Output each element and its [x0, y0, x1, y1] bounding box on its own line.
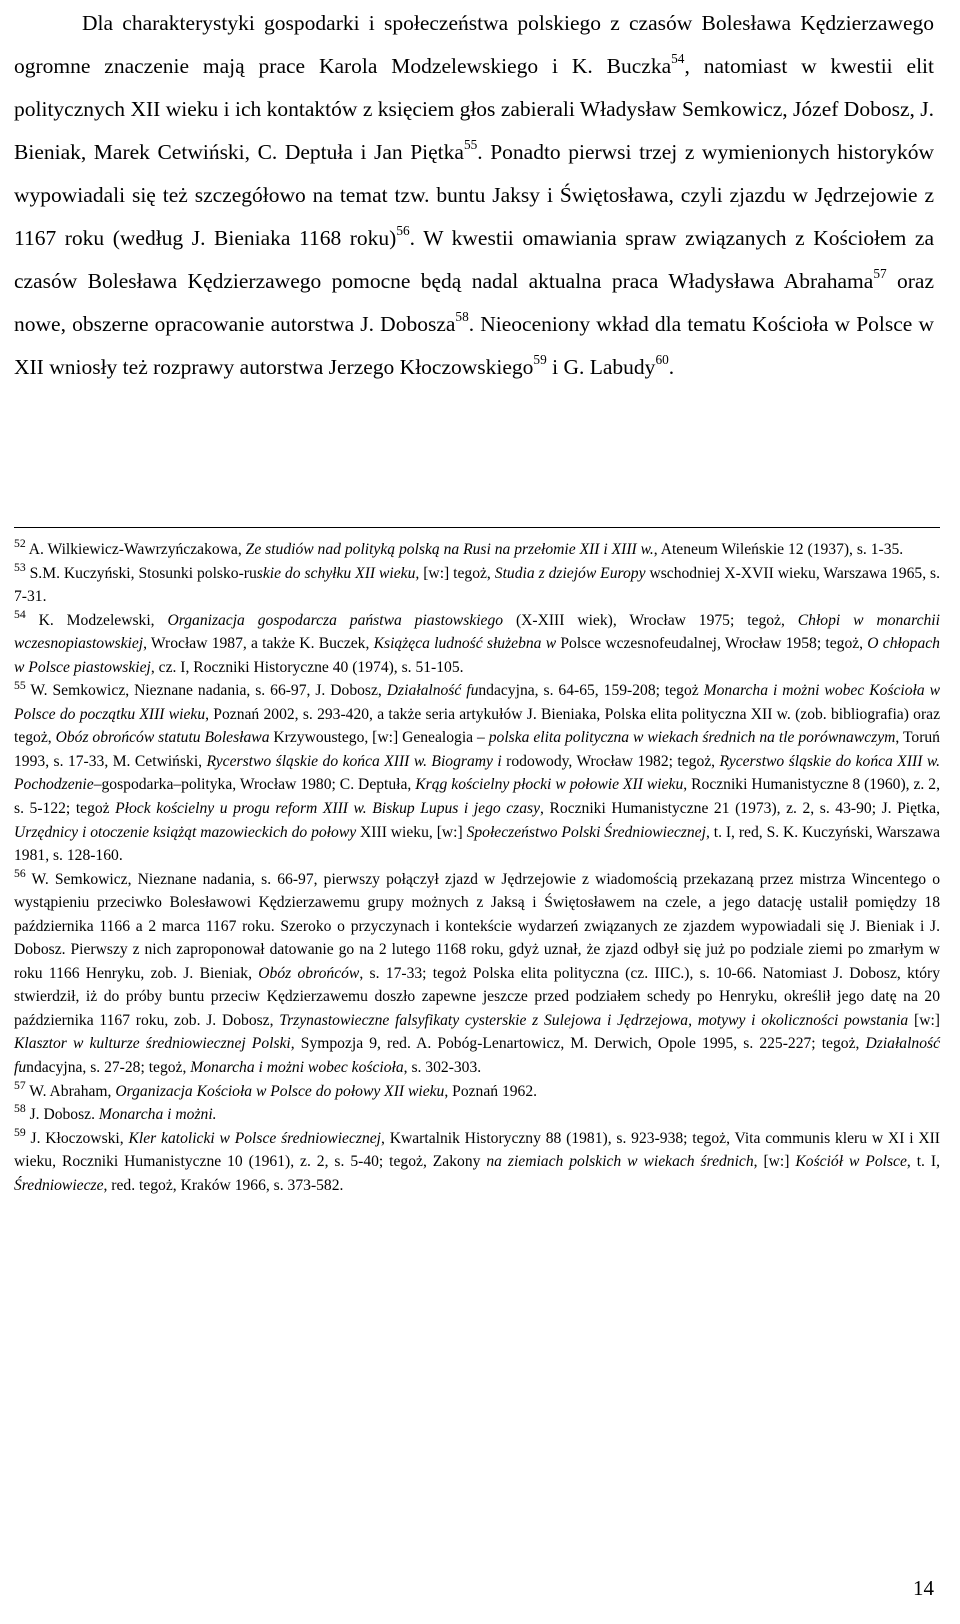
title-italic: Monarcha i możni. [98, 1106, 217, 1124]
title-italic: Społeczeństwo Polski Średniowiecznej [466, 823, 706, 841]
footnote-52 [14, 538, 940, 562]
footnote-53 [14, 562, 940, 609]
title-italic: Obóz obrońców [258, 964, 360, 982]
footnote-number: 55 [14, 678, 26, 692]
page-number: 14 [913, 1576, 934, 1600]
text-run: S.M. Kuczyński, Stosunki polsko-ru [25, 564, 257, 582]
footnote-number: 53 [14, 560, 26, 574]
footnote-number: 52 [14, 537, 26, 551]
footnote-number: 56 [14, 866, 26, 880]
text-run: wschodniej X-XVII wieku, Warszawa 1965, s. 7-31. [14, 564, 941, 606]
footnote-59 [14, 1127, 940, 1198]
text-run: , Roczniki Humanistyczne 21 (1973), z. 2, s. 43-90; J. Piętka, [540, 800, 940, 818]
title-italic: Krąg kościelny płocki w połowie XII wieku [415, 776, 684, 794]
text-run: , s. 17-33; tegoż Polska elita polityczna (cz. IIIC.), s. 10-66. Natomiast J. Dobosz, który stwierdził, iż do próby buntu przeciw Kędzierzawemu doszło zapewne jeszcze przed podziałem schedy po Henryku, określił jego datę na 20 października 1167 roku, zob. J. Dobosz, [14, 964, 940, 1029]
text-run: W. Semkowicz, Nieznane nadania, s. 66-97, J. Dobosz, [25, 682, 387, 700]
text-run: , Ateneum Wileńskie 12 (1937), s. 1-35. [653, 541, 904, 558]
title-italic: Urzędnicy i otoczenie książąt mazowieckich do połowy [14, 823, 357, 841]
title-italic: Ze studiów nad polityką polską na Rusi na przełomie XII i XIII w. [245, 541, 654, 558]
title-italic: Obóz obrońców statutu Bolesława [55, 729, 270, 747]
footnote-58 [14, 1103, 940, 1127]
text-run: J. Kłoczowski, [25, 1129, 129, 1147]
title-italic: O chłopach w Polsce piastowskiej [14, 635, 940, 676]
paragraph-text [14, 2, 934, 389]
footnote-number: 59 [14, 1125, 26, 1139]
text-run: K. Modzelewski, [25, 611, 168, 629]
text-run: W. Abraham, [25, 1082, 116, 1100]
footnote-ref-60[interactable]: 60 [655, 351, 669, 367]
title-italic: Płock kościelny u progu reform XIII w. Biskup Lupus i jego czasy [115, 800, 541, 818]
title-italic: Działalność fu [386, 682, 479, 700]
text-run: (X-XIII wiek), Wrocław 1975; tegoż, [503, 611, 798, 629]
title-italic: Chłopi w monarchii wczesnopiastowskiej [14, 611, 940, 653]
text-run: . Ponadto pierwsi trzej z wymienionych historyków wypowiadali się też szczegółowo na temat tzw. buntu Jaksy i Świętosława, czyli zjazdu w Jędrzejowie z 1167 roku (według J. Bieniaka 1168 roku) [14, 140, 934, 250]
title-italic: Średniowiecze [14, 1176, 104, 1194]
footnote-ref-56[interactable]: 56 [396, 222, 410, 238]
text-run: , Kwartalnik Historyczny 88 (1981), s. 923-938; tegoż, Vita communis kleru w XI i XII wieku, Roczniki Humanistyczne 10 (1961), z. 2, s. 5-40; tegoż, Zakony [14, 1129, 940, 1171]
title-italic: na ziemiach polskich w wiekach średnich [486, 1153, 754, 1171]
title-italic: Książęca ludność służebna w [373, 635, 557, 653]
footnote-55 [14, 679, 940, 867]
title-italic: Monarcha i możni wobec Kościoła w Polsce do początku XIII wieku [14, 682, 940, 723]
main-paragraph [14, 2, 934, 389]
text-run: rodowody, Wrocław 1982; tegoż, [501, 752, 720, 770]
title-italic: Klasztor w kulturze średniowiecznej Polski [14, 1035, 291, 1053]
title-italic: Organizacja Kościoła w Polsce do połowy XII wieku [115, 1082, 445, 1100]
text-run: ndacyjna, s. 64-65, 159-208; tegoż [478, 682, 704, 700]
text-run: . [668, 355, 675, 379]
text-run: , s. 302-303. [403, 1059, 482, 1077]
text-run: A. Wilkiewicz-Wawrzyńczakowa, [25, 541, 246, 558]
footnotes-section [14, 538, 940, 1197]
text-run: [w:] tegoż, [419, 564, 495, 582]
footnote-57 [14, 1080, 940, 1104]
text-run: Polsce wczesnofeudalnej, Wrocław 1958; tegoż, [556, 635, 868, 653]
text-run: W. Semkowicz, Nieznane nadania, s. 66-97, pierwszy połączył zjazd w Jędrzejowie z wiadomością przekazaną przez mistrza Wincentego o wystąpieniu przeciwko Bolesławowi Kędzierzawemu grupy możnych z Jaksą i Świętosławem na czele, a jego datację ustalił pomiędzy 18 października 1166 a 2 marca 1167 roku. Szeroko o przyczynach i kontekście wydarzeń związanych ze zjazdem wypowiadali się J. Bieniak i J. Dobosz. Pierwszy z nich zaproponował datowanie go na 2 lutego 1168 roku, gdyż uznał, że zjazd odbył się już po podziale ziemi po zmarłym w roku 1166 Henryku, zob. J. Bieniak, [14, 870, 940, 982]
footnote-ref-54[interactable]: 54 [671, 50, 685, 66]
text-run: , [w:] [753, 1153, 796, 1171]
text-run: XIII wieku, [w:] [356, 823, 467, 841]
text-run: , t. I, red, S. K. Kuczyński, Warszawa 1981, s. 128-160. [14, 823, 940, 865]
text-run: , Sympozja 9, red. A. Pobóg-Lenartowicz, M. Derwich, Opole 1995, s. 225-227; tegoż, [290, 1035, 866, 1053]
footnote-ref-58[interactable]: 58 [455, 308, 469, 324]
text-run: J. Dobosz. [25, 1106, 99, 1124]
text-run: , Wrocław 1987, a także K. Buczek, [143, 635, 374, 653]
text-run: , Poznań 2002, s. 293-420, a także seria artykułów J. Bieniaka, Polska elita polityczna XII w. (zob. bibliografia) oraz tegoż, [14, 705, 940, 747]
title-italic: Trzynastowieczne falsyfikaty cysterskie z Sulejowa i Jędrzejowa, motywy i okoliczności powstania [279, 1011, 909, 1029]
text-run: , t. I, [906, 1153, 940, 1171]
footnote-ref-59[interactable]: 59 [533, 351, 547, 367]
footnote-number: 58 [14, 1102, 26, 1116]
text-run: , cz. I, Roczniki Historyczne 40 (1974), s. 51-105. [150, 658, 464, 676]
text-run: , Roczniki Humanistyczne 8 (1960), z. 2, s. 5-122; tegoż [14, 776, 940, 818]
footnote-56 [14, 868, 940, 1080]
text-run: i G. Labudy [546, 355, 656, 379]
text-run: , red. tegoż, Kraków 1966, s. 373-582. [103, 1176, 344, 1194]
footnote-number: 54 [14, 607, 26, 621]
text-run: , Poznań 1962. [444, 1082, 538, 1100]
footnote-number: 57 [14, 1078, 26, 1092]
footnote-ref-57[interactable]: 57 [873, 265, 887, 281]
text-run: Krzywoustego, [w:] Genealogia – [269, 729, 489, 747]
footnote-54 [14, 609, 940, 680]
footnote-separator [14, 527, 940, 528]
text-run: oraz nowe, obszerne opracowanie autorstwa J. Dobosza [14, 269, 934, 336]
title-italic: skie do schyłku XII wieku, [256, 564, 420, 582]
title-italic: Organizacja gospodarcza państwa piastowskiego [167, 611, 504, 629]
title-italic: Działalność fu [14, 1035, 940, 1077]
text-run: Dla charakterystyki gospodarki i społeczeństwa polskiego z czasów Bolesława Kędzierzawego ogromne znaczenie mają prace Karola Modzelewskiego i K. Buczka [14, 11, 934, 78]
title-italic: Kościół w Polsce [795, 1153, 907, 1171]
title-italic: Rycerstwo śląskie do końca XIII w. Biogramy i [206, 752, 502, 770]
text-run: . Nieoceniony wkład dla tematu Kościoła w Polsce w XII wniosły też rozprawy autorstwa Jerzego Kłoczowskiego [14, 312, 934, 379]
title-italic: Kler katolicki w Polsce średniowiecznej [128, 1129, 382, 1147]
text-run: [w:] [908, 1011, 940, 1029]
title-italic: Studia z dziejów Europy [494, 564, 646, 582]
text-run: ndacyjna, s. 27-28; tegoż, [26, 1059, 191, 1077]
text-run: . W kwestii omawiania spraw związanych z Kościołem za czasów Bolesława Kędzierzawego pomocne będą nadal aktualna praca Władysława Abrahama [14, 226, 934, 293]
text-run: –gospodarka–polityka, Wrocław 1980; C. Deptuła, [93, 776, 416, 794]
text-run: , Toruń 1993, s. 17-33, M. Cetwiński, [14, 729, 940, 770]
footnote-ref-55[interactable]: 55 [463, 136, 478, 152]
text-run: , natomiast w kwestii elit politycznych XII wieku i ich kontaktów z księciem głos zabierali Władysław Semkowicz, Józef Dobosz, J. Bieniak, Marek Cetwiński, C. Deptuła i Jan Piętka [14, 54, 934, 164]
title-italic: Monarcha i możni wobec kościoła [190, 1059, 404, 1077]
title-italic: Rycerstwo śląskie do końca XIII w. Pochodzenie [14, 752, 941, 794]
title-italic: polska elita polityczna w wiekach średnich na tle porównawczym [488, 729, 896, 747]
